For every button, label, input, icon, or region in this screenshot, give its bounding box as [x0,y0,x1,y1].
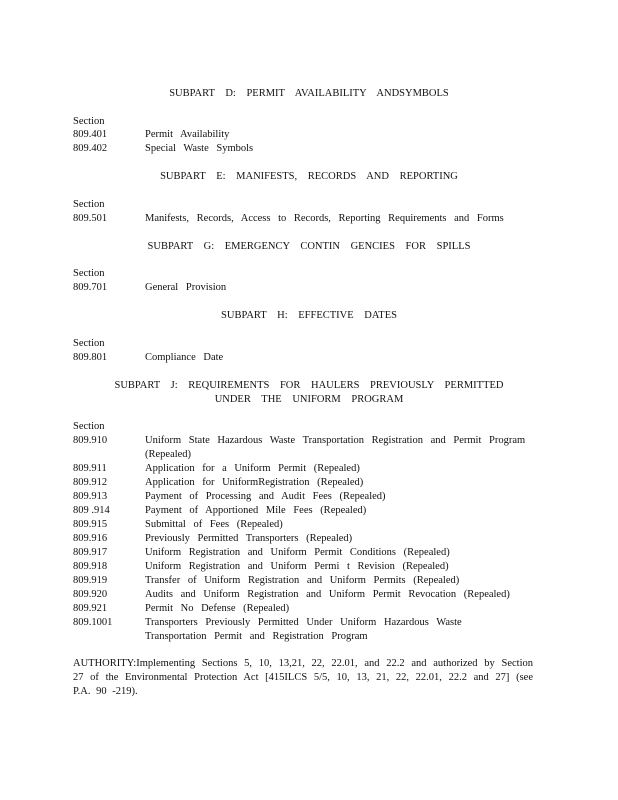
subpart-h-heading: SUBPART H: EFFECTIVE DATES [221,310,397,321]
section-title: Submittal of Fees (Repealed) [145,519,283,530]
section-title: Compliance Date [145,352,224,363]
section-number: 809.920 [73,589,108,600]
section-number: 809.701 [73,282,108,293]
section-title: Uniform Registration and Uniform Permit Conditions (Repealed) [145,547,450,558]
section-title: Uniform State Hazardous Waste Transportation Registration and Permit Program (Repealed) [145,435,526,460]
section-number: 809.917 [73,547,108,558]
subpart-d-heading: SUBPART D: PERMIT AVAILABILITY ANDSYMBOLS [169,88,449,99]
section-label: Section [73,116,105,127]
section-number: 809.801 [73,352,108,363]
section-label: Section [73,199,105,210]
section-title: Uniform Registration and Uniform Permi t Revision (Repealed) [145,561,449,572]
section-number: 809.916 [73,533,108,544]
section-title: Previously Permitted Transporters (Repealed) [145,533,353,544]
section-title: Manifests, Records, Access to Records, Reporting Requirements and Forms [145,213,504,224]
section-title: Audits and Uniform Registration and Uniform Permit Revocation (Repealed) [145,589,510,600]
section-number: 809 .914 [73,505,110,516]
section-number: 809.910 [73,435,108,446]
section-title: General Provision [145,282,227,293]
section-number: 809.921 [73,603,108,614]
section-title: Permit Availability [145,129,230,140]
section-label: Section [73,421,105,432]
section-number: 809.401 [73,129,108,140]
subpart-e-heading: SUBPART E: MANIFESTS, RECORDS AND REPORTING [160,171,458,182]
section-title: Payment of Processing and Audit Fees (Repealed) [145,491,386,502]
authority-note: AUTHORITY:Implementing Sections 5, 10, 13,21, 22, 22.01, and 22.2 and authorized by Section 27 of the Environmental Protection Act [415ILCS 5/5, 10, 13, 21, 22, 22.01, 22.2 and 27] (see P.A. 90 -219). [73,658,533,697]
section-title: Application for a Uniform Permit (Repealed) [145,463,360,474]
section-number: 809.915 [73,519,108,530]
section-title: Permit No Defense (Repealed) [145,603,290,614]
section-label: Section [73,268,105,279]
section-title: Special Waste Symbols [145,143,254,154]
section-title: Payment of Apportioned Mile Fees (Repealed) [145,505,367,516]
section-number: 809.919 [73,575,108,586]
section-number: 809.918 [73,561,108,572]
section-title: Transfer of Uniform Registration and Uniform Permits (Repealed) [145,575,460,586]
section-number: 809.402 [73,143,108,154]
section-number: 809.912 [73,477,108,488]
section-number: 809.911 [73,463,107,474]
section-number: 809.1001 [73,617,113,628]
subpart-j-heading-line2: UNDER THE UNIFORM PROGRAM [214,394,404,405]
section-label: Section [73,338,105,349]
subpart-j-heading: SUBPART J: REQUIREMENTS FOR HAULERS PREVIOUSLY PERMITTED [114,380,504,391]
section-number: 809.501 [73,213,108,224]
section-number: 809.913 [73,491,108,502]
section-title: Transporters Previously Permitted Under Uniform Hazardous Waste Transportation Permit and Registration Program [145,617,462,642]
section-title: Application for UniformRegistration (Repealed) [145,477,364,488]
subpart-g-heading: SUBPART G: EMERGENCY CONTIN GENCIES FOR SPILLS [147,241,471,252]
